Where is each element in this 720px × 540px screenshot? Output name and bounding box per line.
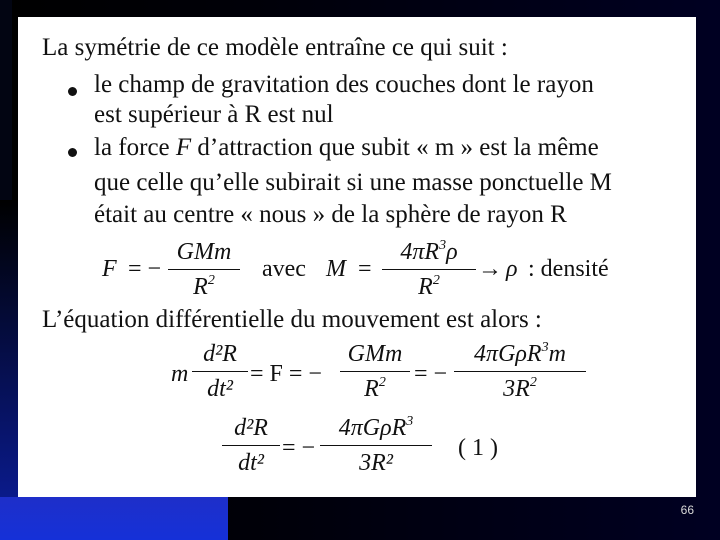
bottom-blue-band [0,497,228,540]
equals-F-minus: = F = − [250,361,322,387]
numerator-4piR3rho: $4\pi R^3\rho$ [400,238,458,265]
intro-text: La symétrie de ce modèle entraîne ce qui suit : [42,34,508,61]
densite-label: : densité [528,256,609,282]
denominator-R2: $R^2$ [364,375,386,402]
acceleration-fraction [192,339,248,404]
bullet-2-line-2: que celle qu’elle subirait si une masse ponctuelle M [94,169,612,196]
denominator-3R2: $3R^2$ [503,375,537,402]
denominator-dt2: dt² [238,450,264,476]
equals-minus-3: = − [282,435,316,461]
rho-symbol: ρ [506,256,518,282]
equals-sign: = [358,256,372,282]
mass-fraction [382,237,476,302]
equation-label: ( 1 ) [458,435,498,461]
numerator-d2R: d²R [234,415,268,441]
numerator-GMm: GMm [176,239,232,265]
denominator-R2: $R^2$ [193,273,215,300]
result-fraction [320,413,432,478]
mass-m: m [171,361,189,387]
bullet-1-line-2: est supérieur à R est nul [94,101,334,128]
numerator-GMm: GMm [347,341,403,367]
numerator-4piGrhoR3: 4πGρR$^3$ [338,414,414,441]
equals-minus-2: = − [414,361,448,387]
avec-label: avec [262,256,306,282]
page-number: 66 [680,503,694,517]
denominator-dt2: dt² [207,376,233,402]
gravity-fraction [340,339,410,404]
force-fraction [168,237,240,302]
mass-symbol: M [326,256,346,282]
denominator-R2: $R^2$ [418,273,440,300]
density-fraction [454,339,586,404]
numerator-d2R: d²R [203,341,237,367]
scanned-page [18,17,696,497]
acceleration-fraction-2 [222,413,280,478]
bullet-2-line-1: la force F d’attraction que subit « m » est la même [94,134,599,161]
equation-intro: L’équation différentielle du mouvement est alors : [42,306,542,333]
left-glow-decoration [0,200,18,497]
bullet-2 [68,148,77,157]
bullet-1 [68,87,77,96]
arrow: → [478,256,502,282]
bullet-1-line-1: le champ de gravitation des couches dont le rayon [94,71,594,98]
numerator-4piGrhoR3m: 4πGρR$^3$m [474,340,566,367]
force-symbol: F [102,256,117,282]
equals-minus: = − [128,256,162,282]
bullet-2-line-3: était au centre « nous » de la sphère de rayon R [94,201,567,228]
denominator-3R2: 3R² [359,450,393,476]
